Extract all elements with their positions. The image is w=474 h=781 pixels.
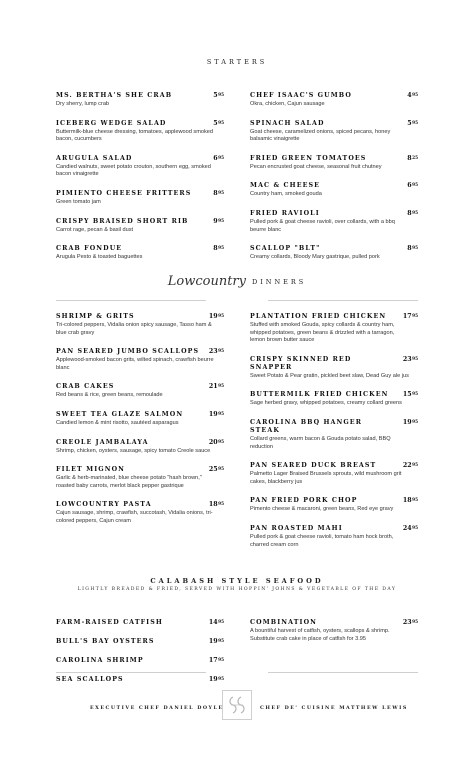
price-dollars: 18 (402, 497, 412, 505)
price-dollars: 8 (407, 154, 412, 162)
price-cents: 95 (218, 438, 224, 444)
price-dollars: 19 (208, 676, 218, 683)
menu-item (250, 525, 418, 549)
menu-item-price (407, 210, 418, 218)
menu-item-description: Pulled pork & goat cheese ravioli, tomato ham hock broth, charred cream corn (250, 533, 394, 548)
menu-item (56, 383, 224, 400)
menu-item-description: A bountiful harvest of catfish, oysters, scallops & shrimp. Substitute crab cake in place of catfish for 3.95 (250, 628, 390, 642)
menu-item-name: FRIED RAVIOLI (250, 209, 320, 217)
menu-item-description: Country ham, smoked gouda (250, 191, 322, 198)
menu-item-price (209, 466, 224, 474)
menu-item-name: CRISPY SKINNED RED SNAPPER (250, 355, 352, 371)
menu-item-description: Red beans & rice, green beans, remoulade (56, 392, 163, 399)
price-dollars: 25 (208, 466, 218, 474)
menu-item-description: Creamy collards, Bloody Mary gastrique, pulled pork (250, 254, 380, 261)
monogram-logo-icon (222, 690, 252, 720)
menu-item-name: PAN SEARED JUMBO SCALLOPS (56, 348, 200, 356)
dinners-right-column (250, 313, 418, 560)
menu-item (250, 462, 418, 486)
menu-item-description: Cajun sausage, shrimp, crawfish, succotash, Vidalia onions, tri-colored peppers, Cajun cream (56, 510, 213, 524)
seafood-left-column (56, 619, 224, 695)
menu-item-name: MAC & CHEESE (250, 182, 321, 190)
menu-item-price (403, 619, 418, 627)
seafood-subtitle: LIGHTLY BREADED & FRIED, SERVED WITH HOPPIN' JOHNS & VEGETABLE OF THE DAY (77, 587, 397, 592)
menu-item-price (213, 92, 224, 100)
seafood-title: CALABASH STYLE SEAFOOD (150, 577, 324, 585)
price-cents: 95 (218, 676, 224, 681)
menu-item-name: ICEBERG WEDGE SALAD (56, 119, 167, 127)
price-dollars: 23 (208, 348, 218, 356)
price-dollars: 22 (402, 462, 412, 470)
menu-item-description: Applewood-smoked bacon grits, wilted spinach, crawfish beurre blanc (56, 357, 214, 371)
starters-title: STARTERS (206, 58, 268, 66)
price-dollars: 8 (407, 245, 412, 253)
price-cents: 95 (412, 92, 418, 97)
menu-item (56, 120, 224, 144)
menu-item (56, 313, 224, 337)
price-cents: 95 (218, 189, 224, 195)
price-cents: 95 (412, 182, 418, 188)
menu-item-name: BUTTERMILK FRIED CHICKEN (250, 391, 389, 399)
menu-item-description: Arugula Pesto & toasted baguettes (56, 254, 143, 261)
price-dollars: 6 (213, 154, 218, 162)
menu-item-price (209, 313, 224, 321)
lowcountry-script: Lowcountry (167, 274, 246, 289)
menu-item-price (213, 245, 224, 253)
menu-item (56, 411, 224, 428)
menu-item-name: CRAB FONDUE (56, 245, 123, 253)
menu-item-price (407, 182, 418, 190)
menu-item-name: MS. BERTHA'S SHE CRAB (56, 92, 173, 99)
price-dollars: 8 (213, 189, 218, 197)
menu-item (56, 501, 224, 525)
menu-item (56, 218, 224, 235)
menu-item-description: Tri-colored peppers, Vidalia onion spicy sausage, Tasso ham & blue crab gravy (56, 322, 212, 336)
price-cents: 95 (412, 524, 418, 530)
menu-item (56, 348, 224, 372)
menu-item-price (403, 356, 418, 364)
price-cents: 25 (412, 154, 418, 160)
price-dollars: 19 (208, 313, 218, 320)
price-dollars: 6 (407, 182, 412, 190)
price-cents: 95 (412, 119, 418, 125)
menu-item-description: Pecan encrusted goat cheese, seasonal fruit chutney (250, 163, 382, 170)
price-cents: 95 (218, 638, 224, 643)
menu-item-price (209, 619, 224, 627)
menu-item-description: Dry sherry, lump crab (56, 101, 110, 107)
price-dollars: 4 (407, 92, 412, 99)
menu-item (56, 92, 224, 109)
price-dollars: 5 (407, 119, 412, 127)
menu-item-price (403, 525, 418, 533)
menu-item-name: CRISPY BRAISED SHORT RIB (56, 217, 189, 225)
menu-item-name: FARM-RAISED CATFISH (56, 619, 163, 626)
price-cents: 95 (412, 462, 418, 468)
starters-right-column (250, 92, 418, 273)
price-cents: 95 (218, 619, 224, 624)
menu-item-name: PAN ROASTED MAHI (250, 524, 343, 532)
menu-item-name: PAN SEARED DUCK BREAST (250, 462, 377, 470)
price-cents: 95 (412, 313, 418, 318)
menu-item-price (213, 120, 224, 128)
menu-item (56, 245, 224, 262)
price-cents: 95 (218, 383, 224, 389)
menu-item-description: Garlic & herb-marinated, blue cheese potato "hash brown," roasted baby carrots, merlot black pepper gastrique (56, 475, 202, 489)
menu-item-name: CAROLINA SHRIMP (56, 657, 144, 664)
price-dollars: 14 (208, 619, 218, 626)
price-cents: 95 (218, 466, 224, 472)
menu-item-name: BULL'S BAY OYSTERS (56, 638, 155, 645)
menu-item-description: Green tomato jam (56, 198, 101, 205)
menu-item-description: Okra, chicken, Cajun sausage (250, 101, 325, 107)
menu-item (250, 497, 418, 514)
menu-item (56, 466, 224, 490)
menu-item-price (403, 313, 418, 321)
menu-item-description: Shrimp, chicken, oysters, sausage, spicy tomato Creole sauce (56, 447, 211, 454)
menu-item-price (209, 383, 224, 391)
menu-item-name: FRIED GREEN TOMATOES (250, 154, 367, 162)
menu-item-description: Stuffed with smoked Gouda, spicy collards & country ham, whipped potatoes, green beans & drizzled with a tarragon, lemon brown butter sauce (250, 322, 395, 344)
menu-item-name: SWEET TEA GLAZE SALMON (56, 410, 184, 418)
price-dollars: 8 (213, 245, 218, 253)
menu-item-price (407, 120, 418, 128)
price-dollars: 20 (208, 438, 218, 446)
price-cents: 95 (412, 355, 418, 361)
menu-item (250, 182, 418, 199)
price-dollars: 15 (402, 391, 412, 399)
menu-item-name: SHRIMP & GRITS (56, 313, 135, 320)
dinners-left-column (56, 313, 224, 537)
price-dollars: 24 (402, 524, 412, 532)
price-dollars: 21 (208, 383, 218, 391)
menu-item-price (403, 419, 418, 427)
menu-item (56, 619, 224, 627)
price-cents: 95 (412, 245, 418, 251)
price-dollars: 5 (213, 119, 218, 127)
menu-item-price (209, 638, 224, 646)
menu-item-price (213, 218, 224, 226)
footer-rule-left (56, 672, 206, 673)
price-dollars: 17 (402, 313, 412, 320)
price-cents: 95 (218, 410, 224, 416)
menu-item (56, 676, 224, 684)
menu-item (56, 190, 224, 207)
menu-item-description: Sage herbed gravy, whipped potatoes, creamy collard greens (250, 400, 402, 407)
menu-item-price (209, 348, 224, 356)
menu-item-price (209, 657, 224, 665)
price-cents: 95 (218, 217, 224, 223)
price-cents: 95 (218, 92, 224, 97)
price-cents: 95 (218, 245, 224, 251)
menu-item-price (403, 497, 418, 505)
price-cents: 95 (412, 497, 418, 503)
menu-item-description: Pimento cheese & macaroni, green beans, Red eye gravy (250, 506, 394, 513)
menu-item-name: PIMIENTO CHEESE FRITTERS (56, 189, 192, 197)
price-dollars: 5 (213, 92, 218, 99)
menu-item (250, 155, 418, 172)
menu-item-price (209, 501, 224, 509)
price-dollars: 23 (402, 355, 412, 363)
price-dollars: 19 (208, 638, 218, 645)
price-cents: 95 (218, 348, 224, 354)
menu-item (250, 619, 418, 643)
menu-item-name: CREOLE JAMBALAYA (56, 438, 149, 446)
menu-item-name: PLANTATION FRIED CHICKEN (250, 313, 387, 320)
price-cents: 95 (218, 501, 224, 507)
seafood-right-column (250, 619, 418, 654)
menu-item (250, 313, 418, 345)
menu-item (250, 356, 418, 381)
price-cents: 95 (412, 391, 418, 397)
menu-item-description: Candied walnuts, sweet potato crouton, southern egg, smoked bacon vinaigrette (56, 163, 211, 178)
price-dollars: 19 (208, 410, 218, 418)
dinners-right-rule (268, 300, 418, 301)
menu-item-name: PAN FRIED PORK CHOP (250, 497, 358, 505)
menu-item-price (407, 245, 418, 253)
menu-item-name: CAROLINA BBQ HANGER STEAK (250, 418, 363, 434)
price-cents: 95 (218, 119, 224, 125)
dinners-left-rule (56, 300, 206, 301)
menu-item-name: COMBINATION (250, 619, 318, 626)
menu-item-name: CHEF ISAAC'S GUMBO (250, 92, 352, 99)
menu-item-description: Carrot rage, pecan & basil dust (56, 226, 134, 233)
menu-item-price (407, 92, 418, 100)
menu-item-price (213, 155, 224, 163)
menu-item-name: SCALLOP "BLT" (250, 245, 321, 253)
price-dollars: 23 (402, 619, 412, 626)
price-cents: 95 (412, 418, 418, 424)
dinners-title (0, 274, 474, 289)
menu-item-name: LOWCOUNTRY PASTA (56, 501, 152, 509)
menu-item-price (407, 155, 418, 163)
starters-left-column (56, 92, 224, 273)
price-dollars: 17 (208, 657, 218, 664)
price-cents: 95 (412, 209, 418, 215)
menu-item (56, 439, 224, 456)
menu-item-name: CRAB CAKES (56, 383, 115, 391)
menu-item-price (209, 411, 224, 419)
price-cents: 95 (218, 154, 224, 160)
menu-item-name: SPINACH SALAD (250, 119, 325, 127)
menu-item-description: Goat cheese, caramelized onions, spiced pecans, honey balsamic vinaigrette (250, 128, 391, 143)
footer-rule-right (268, 672, 418, 673)
menu-item-name: FILET MIGNON (56, 466, 126, 474)
menu-item (56, 657, 224, 665)
price-dollars: 19 (402, 418, 412, 426)
executive-chef: EXECUTIVE CHEF DANIEL DOYLE (90, 705, 224, 711)
menu-item (250, 245, 418, 262)
menu-item-description: Collard greens, warm bacon & Gouda potato salad, BBQ reduction (250, 435, 391, 450)
price-dollars: 9 (213, 217, 218, 225)
menu-item (250, 210, 418, 234)
price-cents: 95 (218, 313, 224, 318)
menu-item (56, 155, 224, 179)
chef-de-cuisine: CHEF DE' CUISINE MATTHEW LEWIS (260, 705, 408, 711)
price-cents: 95 (218, 657, 224, 662)
dinners-label: DINNERS (251, 278, 307, 286)
menu-item (250, 419, 418, 451)
menu-item-description: Sweet Potato & Pear gratin, pickled beet slaw, Dead Guy ale jus (250, 372, 409, 379)
menu-item (250, 391, 418, 408)
menu-item-price (403, 391, 418, 399)
menu-item-description: Candied lemon & mint risotto, sautéed asparagus (56, 419, 179, 426)
price-dollars: 8 (407, 209, 412, 217)
menu-item-price (403, 462, 418, 470)
menu-item-name: ARUGULA SALAD (56, 154, 133, 162)
menu-item (250, 120, 418, 144)
menu-item (250, 92, 418, 109)
menu-item-price (209, 439, 224, 447)
menu-item-description: Pulled pork & goat cheese ravioli, over collards, with a bbq beurre blanc (250, 218, 395, 233)
menu-item-name: SEA SCALLOPS (56, 676, 124, 683)
menu-item-description: Buttermilk-blue cheese dressing, tomatoes, applewood smoked bacon, cucumbers (56, 128, 214, 143)
menu-item-price (213, 190, 224, 198)
menu-item-description: Palmetto Lager Braised Brussels sprouts, wild mushroom grit cakes, blackberry jus (250, 471, 402, 485)
price-dollars: 18 (208, 501, 218, 509)
menu-item (56, 638, 224, 646)
menu-item-price (209, 676, 224, 684)
price-cents: 95 (412, 619, 418, 624)
